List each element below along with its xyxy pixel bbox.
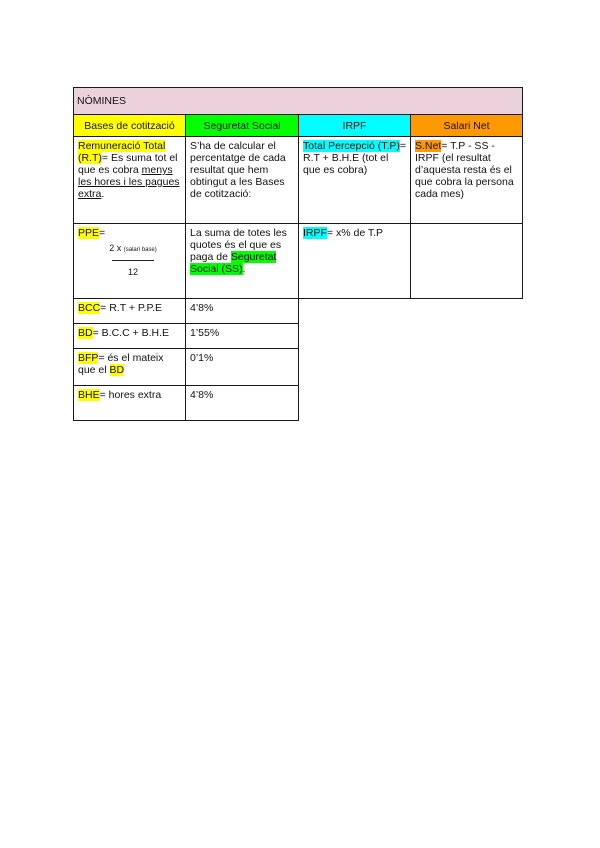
term-seguretat-social: Seguretat Social (SS): [190, 251, 277, 275]
row-bcc: [74, 299, 523, 324]
cell-bd-percent: 1’55%: [186, 324, 299, 349]
cell-seguretat-suma: [186, 224, 299, 299]
cell-empty: [411, 224, 523, 299]
cell-bhe: [74, 386, 186, 421]
remuneracio-underlined: menys les hores i les pagues extra: [78, 164, 180, 200]
total-percepcio-text: = R.T + B.H.E (tot el que es cobra): [303, 140, 407, 176]
term-snet: S.Net: [415, 140, 442, 152]
term-total-percepcio: Total Percepció (T.P): [303, 140, 400, 152]
header-net: Salari Net: [411, 115, 523, 137]
snet-text: = T.P - SS - IRPF (el resultat d’aquesta resta és el que cobra la persona cada mes): [415, 140, 514, 200]
cell-bcc-percent: 4’8%: [186, 299, 299, 324]
ppe-fraction: [104, 242, 162, 278]
cell-seguretat-intro: S’ha de calcular el percentatge de cada resultat que hem obtingut a les Bases de cotització:: [186, 137, 299, 224]
fraction-num-b: (salari base): [123, 247, 157, 253]
cell-bcc: [74, 299, 186, 324]
suma-end: .: [242, 263, 246, 275]
bcc-text: = R.T + P.P.E: [100, 302, 163, 314]
row-bfp: [74, 349, 523, 386]
cell-total-percepcio: [299, 137, 411, 224]
term-bcc: BCC: [78, 302, 101, 314]
row-bd: [74, 324, 523, 349]
suma-text: La suma de totes les quotes és el que es paga de: [190, 227, 287, 263]
term-remuneracio-total: Remuneració Total (R.T): [78, 140, 166, 164]
title-row: [74, 88, 523, 115]
remuneracio-text: = Es suma tot el que es cobra: [78, 152, 178, 176]
cell-irpf-formula: [299, 224, 411, 299]
fraction-numerator: [104, 242, 162, 256]
term-bhe: BHE: [78, 389, 100, 401]
header-bases: Bases de cotització: [74, 115, 186, 137]
term-bd: BD: [78, 327, 93, 339]
cell-ppe: [74, 224, 186, 299]
cell-bfp: [74, 349, 186, 386]
cell-bd: [74, 324, 186, 349]
row-ppe: [74, 224, 523, 299]
term-ppe: PPE: [78, 227, 100, 239]
cell-salari-net: [411, 137, 523, 224]
bd-text: = B.C.C + B.H.E: [92, 327, 170, 339]
fraction-num-a: 2 x: [109, 243, 124, 253]
term-bd-ref: BD: [109, 364, 125, 376]
term-bfp: BFP: [78, 352, 99, 364]
term-irpf: IRPF: [303, 227, 327, 239]
ppe-eq: =: [99, 227, 106, 239]
header-row: [74, 115, 523, 137]
bfp-text: = és el mateix que el: [78, 352, 164, 376]
cell-bhe-percent: 4’8%: [186, 386, 299, 421]
remuneracio-end: .: [101, 188, 105, 200]
row-remuneracio: [74, 137, 523, 224]
header-seguretat: Seguretat Social: [186, 115, 299, 137]
cell-bfp-percent: 0’1%: [186, 349, 299, 386]
header-irpf: IRPF: [299, 115, 411, 137]
nomines-table: [73, 87, 523, 421]
bhe-text: = hores extra: [99, 389, 162, 401]
table-title: NÒMINES: [74, 88, 523, 115]
irpf-text: = x% de T.P: [326, 227, 384, 239]
fraction-denominator: 12: [127, 267, 138, 277]
fraction-bar: [112, 260, 154, 261]
cell-remuneracio-total: [74, 137, 186, 224]
row-bhe: [74, 386, 523, 421]
